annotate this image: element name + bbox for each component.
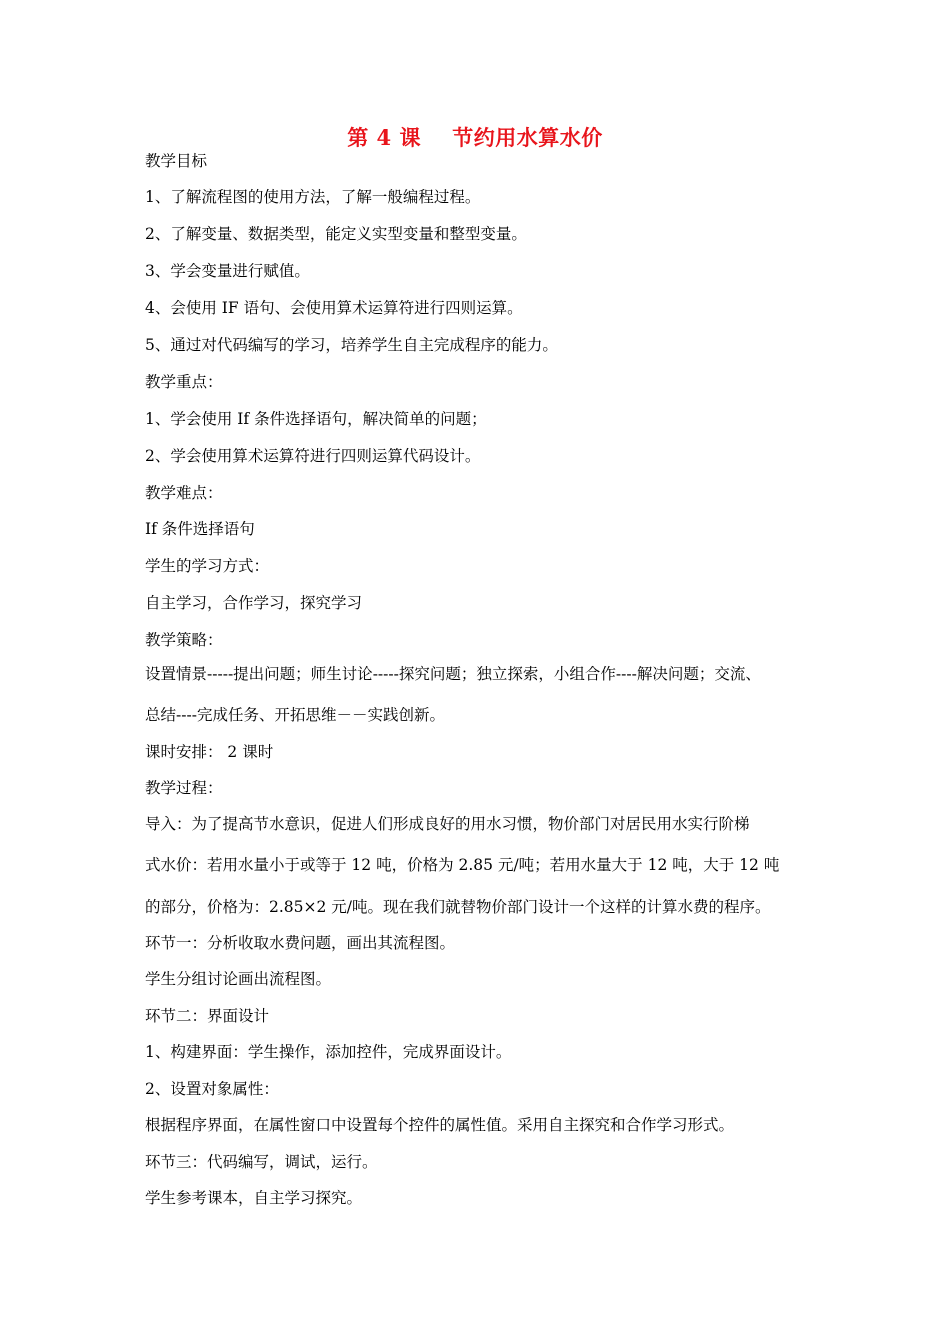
heading-process: 教学过程： [145, 779, 223, 797]
step-three-text: 学生参考课本，自主学习探究。 [145, 1189, 363, 1207]
difficulty-item: If 条件选择语句 [145, 520, 255, 538]
heading-learning-style: 学生的学习方式： [145, 557, 270, 575]
intro-paragraph-line: 的部分，价格为：2.85×2 元/吨。现在我们就替物价部门设计一个这样的计算水费的程序。 [145, 898, 771, 916]
goal-item: 3、学会变量进行赋值。 [145, 262, 310, 280]
step-two-item: 2、设置对象属性： [145, 1080, 279, 1098]
schedule-text: 课时安排： 2 课时 [145, 743, 274, 761]
goal-item: 2、了解变量、数据类型，能定义实型变量和整型变量。 [145, 225, 527, 243]
heading-teaching-goals: 教学目标 [145, 152, 208, 170]
lesson-title: 第 4 课 节约用水算水价 [347, 125, 603, 150]
step-one-heading: 环节一：分析收取水费问题，画出其流程图。 [145, 934, 456, 952]
step-two-text: 根据程序界面，在属性窗口中设置每个控件的属性值。采用自主探究和合作学习形式。 [145, 1116, 735, 1134]
goal-item: 5、通过对代码编写的学习，培养学生自主完成程序的能力。 [145, 336, 558, 354]
intro-paragraph-line: 式水价：若用水量小于或等于 12 吨，价格为 2.85 元/吨；若用水量大于 12 吨，大于 12 吨 [145, 856, 780, 874]
step-two-item: 1、构建界面：学生操作，添加控件，完成界面设计。 [145, 1043, 512, 1061]
strategy-text: 设置情景-----提出问题；师生讨论-----探究问题；独立探索，小组合作----解决问题；交流、 [145, 665, 761, 683]
heading-key-points: 教学重点： [145, 373, 223, 391]
goal-item: 4、会使用 IF 语句、会使用算术运算符进行四则运算。 [145, 299, 523, 317]
step-two-heading: 环节二：界面设计 [145, 1007, 270, 1025]
strategy-text: 总结----完成任务、开拓思维－－实践创新。 [145, 706, 445, 724]
learning-style-text: 自主学习，合作学习，探究学习 [145, 594, 363, 612]
key-point-item: 2、学会使用算术运算符进行四则运算代码设计。 [145, 447, 481, 465]
heading-difficulties: 教学难点： [145, 484, 223, 502]
step-one-text: 学生分组讨论画出流程图。 [145, 970, 332, 988]
goal-item: 1、了解流程图的使用方法，了解一般编程过程。 [145, 188, 481, 206]
intro-paragraph-line: 导入：为了提高节水意识，促进人们形成良好的用水习惯，物价部门对居民用水实行阶梯 [145, 815, 750, 833]
heading-strategy: 教学策略： [145, 631, 223, 649]
step-three-heading: 环节三：代码编写，调试，运行。 [145, 1153, 378, 1171]
key-point-item: 1、学会使用 If 条件选择语句，解决简单的问题； [145, 410, 487, 428]
